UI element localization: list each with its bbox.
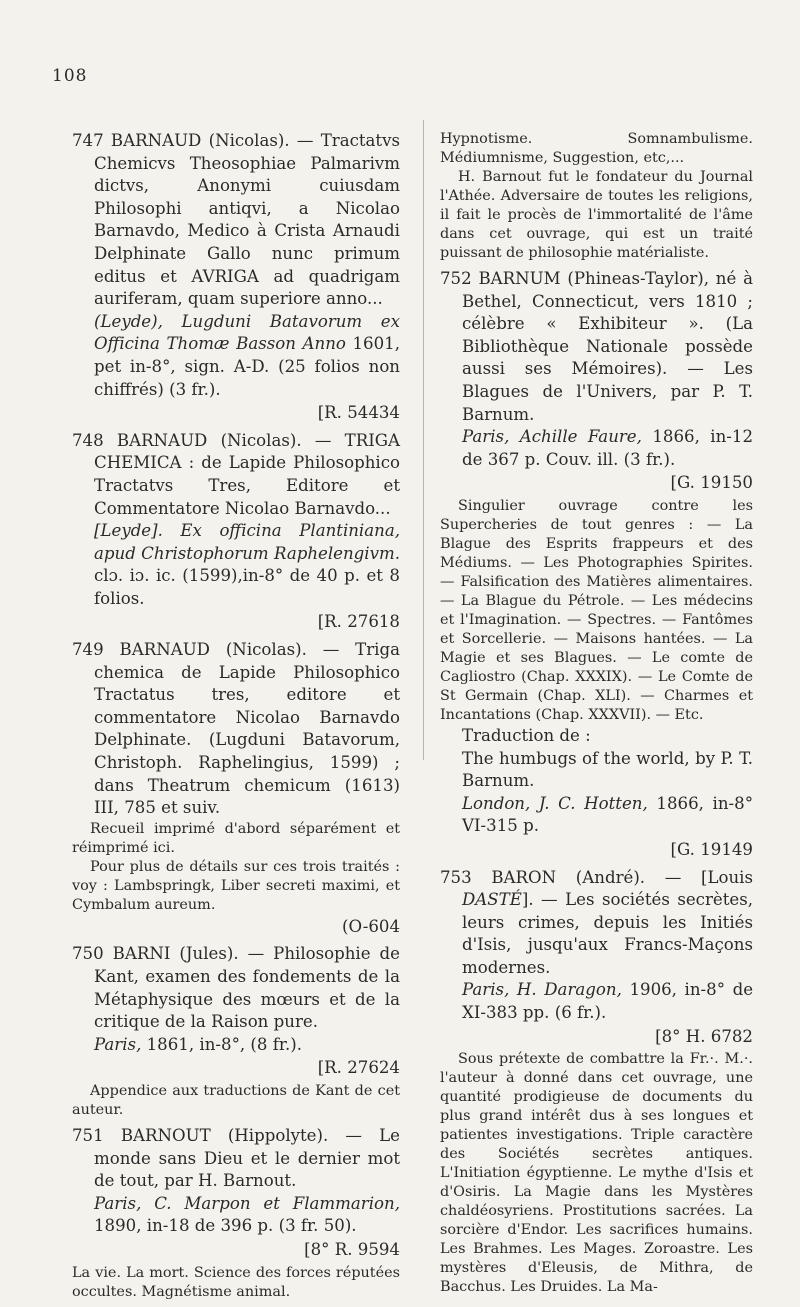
publisher-details: clɔ. iɔ. ic. (1599),in-8° de 40 p. et 8 folios. (94, 566, 400, 608)
publisher-details: 1906, in-8° de XI-383 pp. (6 fr.). (462, 980, 754, 1023)
entry-head: 752 BARNUM (Phineas-Taylor), né à Bethel, Connecticut, vers 1810 ; célèbre « Exhibiteur ». (La Bibliothèque Nationale possède aussi ses Mémoires). — Les Blagues de l'Univers, par P. T. Barnum. (440, 269, 753, 424)
shelf-reference: [G. 19149 (670, 839, 753, 859)
column-divider (423, 120, 424, 760)
shelf-reference: [8° H. 6782 (655, 1026, 753, 1046)
head-part: 753 BARON (André). — [Louis (440, 867, 753, 887)
publisher-italic: Paris, H. Daragon, (462, 980, 622, 1000)
entry-publication (72, 1034, 400, 1057)
shelf-reference: [R. 27618 (317, 612, 400, 632)
left-column (72, 130, 400, 1307)
entry-751 (72, 1125, 400, 1302)
shelf-reference: [R. 54434 (317, 403, 400, 423)
entry-748 (72, 430, 400, 634)
entry-750 (72, 943, 400, 1120)
publisher-details: 1861, in-8°, (8 fr.). (146, 1034, 302, 1054)
publisher-italic: (Leyde), Lugduni Batavorum ex Officina Thomæ Basson Anno (94, 311, 400, 354)
publisher-italic: Paris, (94, 1034, 142, 1054)
publisher-italic: London, J. C. Hotten, (462, 793, 648, 813)
entry-head: 747 BARNAUD (Nicolas). — Tractatvs Chemicvs Theosophiae Palmarivm dictvs, Anonymi cuiusdam Philosophi antiqvi, a Nicolao Barnavdo, Medico à Crista Arnaudi Delphinate Gallo nunc primum editus et AVRIGA ad quadrigam auriferam, quam superiore anno... (72, 131, 400, 309)
entry-publication (440, 426, 753, 471)
entry-head (440, 867, 753, 980)
entry-publication (72, 1193, 400, 1238)
entry-note: H. Barnout fut le fondateur du Journal l'Athée. Adversaire de toutes les religions, il fait le procès de l'immortalité de l'âme dans cet ouvrage, qui est un traité puissant de philosophie matérialiste. (440, 169, 753, 261)
entry-753 (440, 867, 753, 1298)
entry-publication (440, 979, 753, 1024)
entry-publication (72, 311, 400, 401)
entry-note: La vie. La mort. Science des forces réputées occultes. Magnétisme animal. (72, 1264, 400, 1300)
entry-747 (72, 130, 400, 425)
publisher-details: 1890, in-18 de 396 p. (3 fr. 50). (94, 1216, 357, 1236)
entry-publication (72, 520, 400, 610)
entry-749 (72, 639, 400, 938)
entry-751-continued (440, 130, 753, 263)
page-number: 108 (52, 66, 88, 86)
publisher-details: 1601, pet in-8°, sign. A-D. (25 folios non chiffrés) (3 fr.). (94, 334, 400, 399)
entry-note: Hypnotisme. Somnambulisme. Médiumnisme, Suggestion, etc,... (440, 131, 753, 166)
entry-note: Pour plus de détails sur ces trois traités : voy : Lambspringk, Liber secreti maximi, et Cymbalum aureum. (72, 858, 400, 913)
translation-label: Traduction de : (462, 725, 591, 745)
entry-head: 750 BARNI (Jules). — Philosophie de Kant, examen des fondements de la Métaphysique des mœurs et de la critique de la Raison pure. (72, 944, 400, 1032)
entry-publication (440, 793, 753, 838)
publisher-italic: Paris, C. Marpon et Flammarion, (94, 1193, 400, 1213)
head-italic: DASTÉ (462, 890, 522, 910)
shelf-reference: [G. 19150 (670, 473, 753, 493)
entry-752 (440, 268, 753, 862)
entry-head: 751 BARNOUT (Hippolyte). — Le monde sans Dieu et le dernier mot de tout, par H. Barnout. (72, 1125, 400, 1191)
publisher-details: 1866, in-12 de 367 p. Couv. ill. (3 fr.). (462, 427, 753, 469)
publisher-italic: Paris, Achille Faure, (462, 427, 642, 447)
right-column (440, 130, 753, 1302)
entry-head: 748 BARNAUD (Nicolas). — TRIGA CHEMICA : de Lapide Philosophico Tractatvs Tres, Editore et Commentatore Nicolao Barnavdo... (72, 430, 400, 518)
publisher-details: 1866, in-8° VI-315 p. (462, 793, 753, 836)
entry-note: Recueil imprimé d'abord séparément et réimprimé ici. (72, 820, 400, 856)
shelf-reference: [8° R. 9594 (304, 1239, 400, 1259)
shelf-reference: [R. 27624 (317, 1058, 400, 1078)
entry-head: 749 BARNAUD (Nicolas). — Triga chemica de Lapide Philosophico Tractatus tres, editore et commentatore Nicolao Barnavdo Delphinate. (Lugduni Batavorum, Christoph. Raphelingius, 1599) ; dans Theatrum chemicum (1613) III, 785 et suiv. (72, 640, 400, 818)
entry-note: Singulier ouvrage contre les Supercheries de tout genres : — La Blague des Esprits frappeurs et des Médiums. — Les Photographies Spirites. — Falsification des Matières alimentaires. — La Blague du Pétrole. — Les médecins et l'Imagination. — Spectres. — Fantômes et Sorcellerie. — Maisons hantées. — La Magie et ses Blagues. — Le comte de Cagliostro (Chap. XXXIX). — Le Comte de St Germain (Chap. XLI). — Charmes et Incantations (Chap. XXXVII). — Etc. (440, 497, 753, 723)
shelf-reference: (O-604 (342, 916, 400, 936)
entry-note: Appendice aux traductions de Kant de cet auteur. (72, 1082, 400, 1118)
head-part: ]. — Les sociétés secrètes, leurs crimes, depuis les Initiés d'Isis, jusqu'aux Francs-Maçons modernes. (462, 890, 753, 977)
entry-note: Sous prétexte de combattre la Fr.·. M.·. l'auteur à donné dans cet ouvrage, une quantité prodigieuse de documents du plus grand intérêt dus à ses longues et patientes investigations. Triple caractère des Sociétés secrètes antiques. L'Initiation égyptienne. Le mythe d'Isis et d'Osiris. La Magie dans les Mystères chaldéosyriens. Prostitutions sacrées. La sorcière d'Endor. Les sacrifices humains. Les Brahmes. Les Mages. Zoroastre. Les mystères d'Eleusis, de Mithra, de Bacchus. Les Druides. La Ma- (440, 1051, 753, 1296)
publisher-italic: [Leyde]. Ex officina Plantiniana, apud Christophorum Raphelengivm. (94, 521, 400, 563)
translation-title: The humbugs of the world, by P. T. Barnum. (462, 748, 753, 791)
